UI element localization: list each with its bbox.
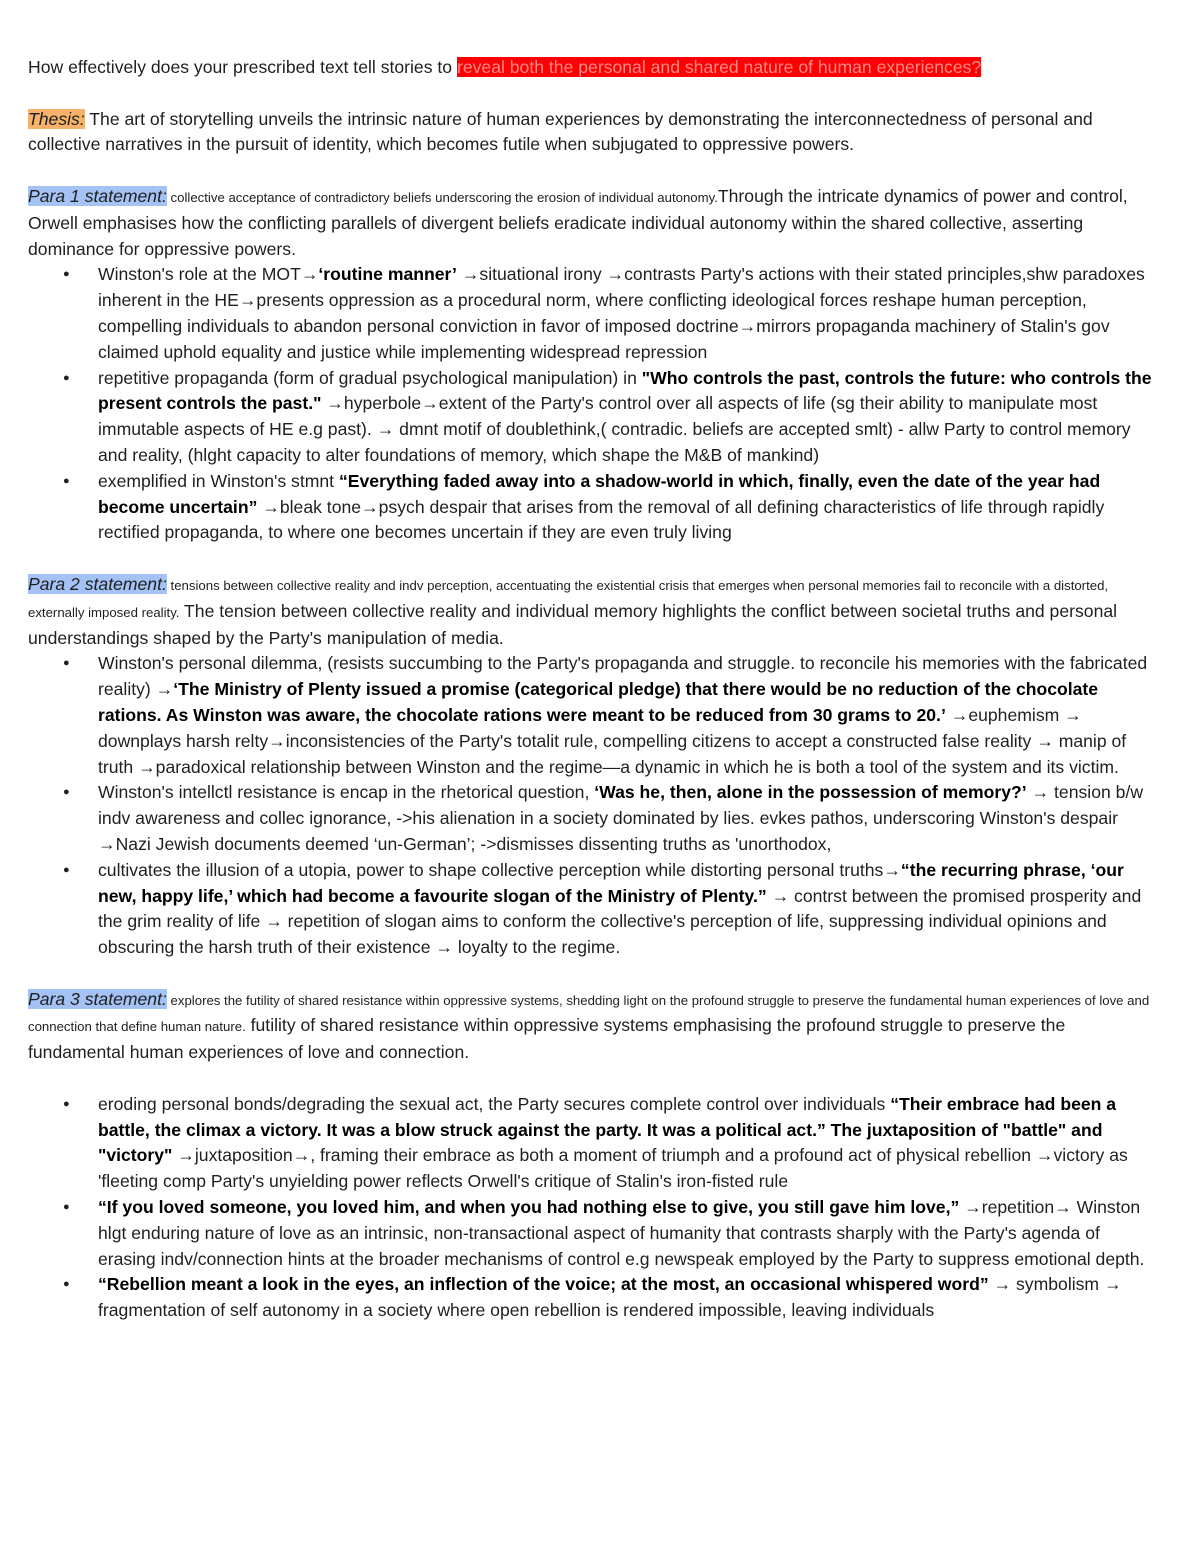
list-item <box>63 1092 1160 1195</box>
essay-question <box>28 55 1160 81</box>
para1-text: Through the intricate dynamics of power and control, Orwell emphasises how the conflicting parallels of divergent beliefs eradicate individual autonomy within the shared collective, asserting dominance for oppressive powers. <box>28 185 1128 259</box>
list-item <box>63 366 1160 469</box>
bullet-analysis: → symbolism → fragmentation of self autonomy in a society where open rebellion is rendered impossible, leaving individuals <box>98 1274 1122 1321</box>
bullet-quote: “If you loved someone, you loved him, and when you had nothing else to give, you still gave him love,” <box>98 1197 960 1218</box>
bullet-quote: “Rebellion meant a look in the eyes, an inflection of the voice; at the most, an occasional whispered word” <box>98 1274 989 1295</box>
bullet-analysis: →situational irony →contrasts Party's actions with their stated principles,shw paradoxes inherent in the HE→presents oppression as a procedural norm, where conflicting ideological forces reshape human perception, compelling individuals to abandon personal conviction in favor of imposed doctrine→mirrors propaganda machinery of Stalin's gov claimed uphold equality and justice while implementing widespread repression <box>98 264 1145 362</box>
para3-label: Para 3 statement: <box>28 988 167 1009</box>
bullet-analysis: →repetition→ Winston hlgt enduring nature of love as an intrinsic, non-transactional aspect of humanity that contrasts sharply with the Party's agenda of erasing indv/connection hints at the broader mechanisms of control e.g newspeak employed by the Party to suppress emotional depth. <box>98 1197 1145 1269</box>
list-item <box>63 1195 1160 1272</box>
list-item <box>63 262 1160 365</box>
bullet-icon: ● <box>63 1097 70 1110</box>
bullet-quote: ‘The Ministry of Plenty issued a promise (categorical pledge) that there would be no reduction of the chocolate rations. As Winston was aware, the chocolate rations were meant to be reduced from 30 grams to 20.’ <box>98 679 1099 725</box>
para1-small: collective acceptance of contradictory beliefs underscoring the erosion of individual autonomy. <box>166 189 718 205</box>
bullet-icon: ● <box>63 371 70 384</box>
para3-bullets <box>28 1092 1160 1324</box>
bullet-text: Winston's personal dilemma, (resists succumbing to the Party's propaganda and struggle. to reconcile his memories with the fabricated reality) → <box>98 653 1148 700</box>
para2-text: The tension between collective reality and individual memory highlights the conflict between societal truths and personal understandings shaped by the Party's manipulation of media. <box>28 600 1118 648</box>
bullet-analysis: →euphemism → downplays harsh relty→inconsistencies of the Party's totalit rule, compelling citizens to accept a constructed false reality → manip of truth →paradoxical relationship between Winston and the regime—a dynamic in which he is both a tool of the system and its victim. <box>98 704 1127 777</box>
bullet-analysis: →hyperbole→extent of the Party's control over all aspects of life (sg their ability to manipulate most immutable aspects of HE e.g past). → dmnt motif of doublethink,( contradic. beliefs are accepted smlt) - allw Party to control memory and reality, (hlght capacity to alter foundations of memory, which shape the M&B of mankind) <box>98 393 1131 465</box>
bullet-text: cultivates the illusion of a utopia, power to shape collective perception while distorting personal truths→ <box>98 859 901 880</box>
bullet-quote: ‘Was he, then, alone in the possession of memory?’ <box>594 782 1027 803</box>
para1-statement <box>28 184 1160 262</box>
bullet-quote: ‘routine manner’ <box>318 264 457 285</box>
bullet-text: repetitive propaganda (form of gradual psychological manipulation) in <box>98 367 642 388</box>
para1-label: Para 1 statement: <box>28 185 167 206</box>
bullet-icon: ● <box>63 1278 70 1291</box>
thesis-paragraph <box>28 107 1160 159</box>
bullet-analysis: → tension b/w indv awareness and collec ignorance, ->his alienation in a society dominated by lies. evkes pathos, underscoring Winston's despair →Nazi Jewish documents deemed ‘un-German’; ->dismisses dissenting truths as 'unorthodox, <box>98 782 1144 854</box>
list-item <box>63 858 1160 961</box>
bullet-quote: “Everything faded away into a shadow-world in which, finally, even the date of the year had become uncertain” <box>98 470 1101 517</box>
bullet-icon: ● <box>63 786 70 799</box>
list-item <box>63 1272 1160 1324</box>
question-highlight: reveal both the personal and shared nature of human experiences? <box>456 57 982 77</box>
para2-bullets <box>28 651 1160 961</box>
bullet-icon: ● <box>63 863 70 876</box>
bullet-text: Winston's intellctl resistance is encap in the rhetorical question, <box>98 782 595 803</box>
para3-statement <box>28 987 1160 1066</box>
para2-label: Para 2 statement: <box>28 573 167 594</box>
bullet-icon: ● <box>63 657 70 670</box>
bullet-analysis: → contrst between the promised prosperity and the grim reality of life → repetition of slogan aims to conform the collective's perception of life, suppressing individual opinions and obscuring the harsh truth of their existence → loyalty to the regime. <box>98 885 1142 958</box>
question-prefix: How effectively does your prescribed text tell stories to <box>28 57 457 77</box>
thesis-label: Thesis: <box>28 108 85 129</box>
para2-small: tensions between collective reality and indv perception, accentuating the existential crisis that emerges when personal memories fail to reconcile with a distorted, externally imposed reality. <box>28 577 1109 620</box>
bullet-icon: ● <box>63 1201 70 1214</box>
list-item <box>63 469 1160 546</box>
list-item <box>63 651 1160 780</box>
bullet-icon: ● <box>63 268 70 281</box>
bullet-text: exemplified in Winston's stmnt <box>98 470 339 491</box>
bullet-icon: ● <box>63 474 70 487</box>
bullet-text: eroding personal bonds/degrading the sexual act, the Party secures complete control over individuals <box>98 1093 891 1114</box>
bullet-analysis: →bleak tone→psych despair that arises from the removal of all defining characteristics of life through rapidly rectified propaganda, to where one becomes uncertain if they are even truly living <box>98 496 1105 543</box>
para1-bullets <box>28 262 1160 546</box>
bullet-quote: "Who controls the past, controls the future: who controls the present controls the past." <box>98 367 1152 414</box>
thesis-text: The art of storytelling unveils the intrinsic nature of human experiences by demonstrating the interconnectedness of personal and collective narratives in the pursuit of identity, which becomes futile when subjugated to oppressive powers. <box>28 108 1093 155</box>
para3-small: explores the futility of shared resistance within oppressive systems, shedding light on the profound struggle to preserve the fundamental human experiences of love and connection that define human nature. <box>28 992 1150 1035</box>
bullet-quote: “the recurring phrase, ‘our new, happy life,’ which had become a favourite slogan of the Ministry of Plenty.” <box>98 859 1124 906</box>
list-item <box>63 780 1160 857</box>
para3-text: futility of shared resistance within oppressive systems emphasising the profound struggle to preserve the fundamental human experiences of love and connection. <box>28 1015 1066 1063</box>
bullet-text: Winston's role at the MOT→ <box>98 264 319 285</box>
para2-statement <box>28 572 1160 651</box>
bullet-analysis: →juxtaposition→, framing their embrace as both a moment of triumph and a profound act of physical rebellion →victory as 'fleeting comp Party's unyielding power reflects Orwell's critique of Stalin's iron-fisted rule <box>98 1145 1128 1192</box>
bullet-quote: “Their embrace had been a battle, the climax a victory. It was a blow struck against the party. It was a political act.” The juxtaposition of "battle" and "victory" <box>98 1093 1117 1166</box>
